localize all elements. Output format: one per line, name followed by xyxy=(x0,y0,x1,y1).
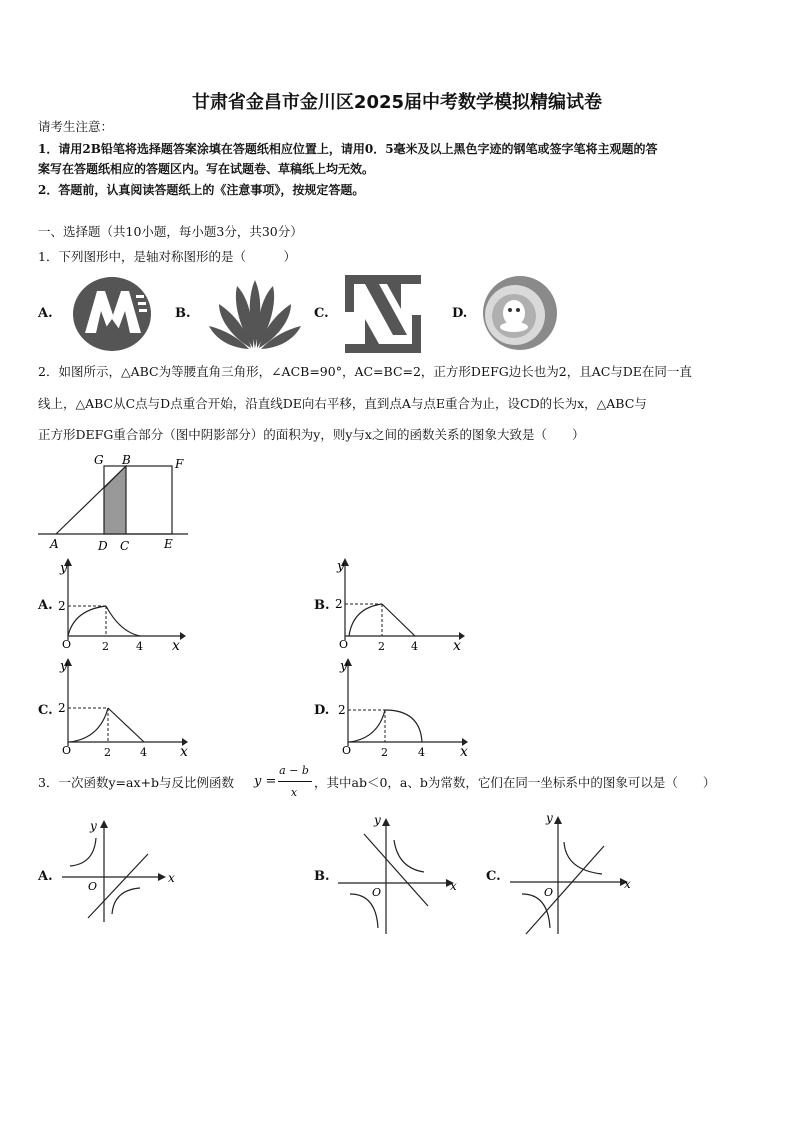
notice-item-2: 2．答题前，认真阅读答题纸上的《注意事项》，按规定答题。 xyxy=(38,183,365,197)
svg-text:y: y xyxy=(337,559,345,574)
qq-logo-icon xyxy=(482,273,558,357)
svg-text:O: O xyxy=(342,744,352,757)
q2-option-c-label: C. xyxy=(38,703,53,718)
svg-text:2: 2 xyxy=(58,701,66,715)
fig-label-g: G xyxy=(94,453,104,467)
svg-text:2: 2 xyxy=(335,597,343,611)
svg-text:y: y xyxy=(60,561,68,576)
q2-option-d-label: D. xyxy=(314,703,330,718)
q2-graph-c xyxy=(60,658,192,762)
svg-text:2: 2 xyxy=(378,640,385,653)
q3-stem-pre: 3．一次函数y=ax+b与反比例函数 xyxy=(38,775,234,790)
fig-label-a: A xyxy=(50,537,59,551)
svg-text:y: y xyxy=(340,659,348,674)
q3-option-a-label: A. xyxy=(38,869,53,884)
q1-option-b-label: B. xyxy=(175,306,191,321)
svg-text:y: y xyxy=(90,819,97,833)
notice-heading: 请考生注意： xyxy=(38,119,114,134)
q1-option-a-label: A. xyxy=(38,306,53,321)
q3-fraction-bar xyxy=(278,781,312,782)
svg-text:4: 4 xyxy=(418,746,425,759)
q3-graph-c xyxy=(508,808,638,942)
svg-text:4: 4 xyxy=(136,640,143,653)
section-heading: 一、选择题（共10小题，每小题3分，共30分） xyxy=(38,224,303,239)
notice-item-1-line-2: 案写在答题纸相应的答题区内。写在试题卷、草稿纸上均无效。 xyxy=(38,162,375,176)
q2-option-b-label: B. xyxy=(314,598,330,613)
svg-text:O: O xyxy=(339,638,349,651)
svg-text:O: O xyxy=(544,886,554,899)
svg-text:4: 4 xyxy=(140,746,147,759)
svg-text:x: x xyxy=(450,879,457,893)
svg-text:x: x xyxy=(172,638,180,654)
q2-option-a-label: A. xyxy=(38,598,53,613)
huawei-logo-icon xyxy=(207,278,303,356)
q3-option-c-label: C. xyxy=(486,869,501,884)
svg-text:O: O xyxy=(62,744,72,757)
svg-text:y: y xyxy=(374,813,381,827)
svg-text:2: 2 xyxy=(104,746,111,759)
svg-text:2: 2 xyxy=(58,599,66,613)
svg-text:2: 2 xyxy=(338,703,346,717)
fig-label-b: B xyxy=(122,453,131,467)
q3-graph-b xyxy=(336,810,466,940)
svg-text:2: 2 xyxy=(381,746,388,759)
svg-text:O: O xyxy=(62,638,72,651)
q2-graph-d xyxy=(340,658,472,762)
q2-graph-b xyxy=(337,558,467,658)
q1-option-d-label: D. xyxy=(452,306,468,321)
fig-label-c: C xyxy=(120,539,130,553)
stripe-logo-icon xyxy=(345,275,421,357)
svg-text:x: x xyxy=(453,638,461,654)
q2-stem-line-3: 正方形DEFG重合部分（图中阴影部分）的面积为y，则y与x之间的函数关系的图象大致是（ ） xyxy=(38,427,585,442)
q2-stem-line-1: 2．如图所示，△ABC为等腰直角三角形，∠ACB=90°，AC=BC=2，正方形DEFG边长也为2，且AC与DE在同一直 xyxy=(38,364,692,379)
q3-graph-a xyxy=(60,818,180,926)
notice-item-1-line-1: 1．请用2B铅笔将选择题答案涂填在答题纸相应位置上，请用0．5毫米及以上黑色字迹的钢笔或签字笔将主观题的答 xyxy=(38,142,658,156)
metro-logo-icon xyxy=(72,275,154,357)
svg-text:x: x xyxy=(460,744,468,760)
fig-label-d: D xyxy=(98,539,108,553)
q3-fraction-numerator: a − b xyxy=(279,764,309,777)
svg-text:2: 2 xyxy=(102,640,109,653)
svg-text:4: 4 xyxy=(411,640,418,653)
svg-text:O: O xyxy=(372,886,382,899)
svg-text:x: x xyxy=(168,871,175,885)
svg-text:x: x xyxy=(624,877,631,891)
svg-text:y: y xyxy=(60,659,68,674)
fig-label-f: F xyxy=(175,457,184,471)
q2-graph-a xyxy=(60,558,186,658)
svg-text:x: x xyxy=(180,744,188,760)
q2-figure xyxy=(38,452,198,558)
svg-text:O: O xyxy=(88,880,98,893)
q1-stem: 1．下列图形中，是轴对称图形的是（ ） xyxy=(38,249,296,264)
q3-stem-post: ，其中ab＜0，a、b为常数，它们在同一坐标系中的图象可以是（ ） xyxy=(314,775,716,790)
page-title: 甘肃省金昌市金川区2025届中考数学模拟精编试卷 xyxy=(191,92,603,113)
q3-fraction-denominator: x xyxy=(290,786,298,799)
q2-stem-line-2: 线上，△ABC从C点与D点重合开始，沿直线DE向右平移，直到点A与点E重合为止，设CD的长为x，△ABC与 xyxy=(38,396,647,411)
q3-fraction-lhs: y = xyxy=(254,774,277,789)
svg-text:y: y xyxy=(546,811,553,825)
q3-option-b-label: B. xyxy=(314,869,330,884)
fig-label-e: E xyxy=(164,537,173,551)
q1-option-c-label: C. xyxy=(314,306,329,321)
